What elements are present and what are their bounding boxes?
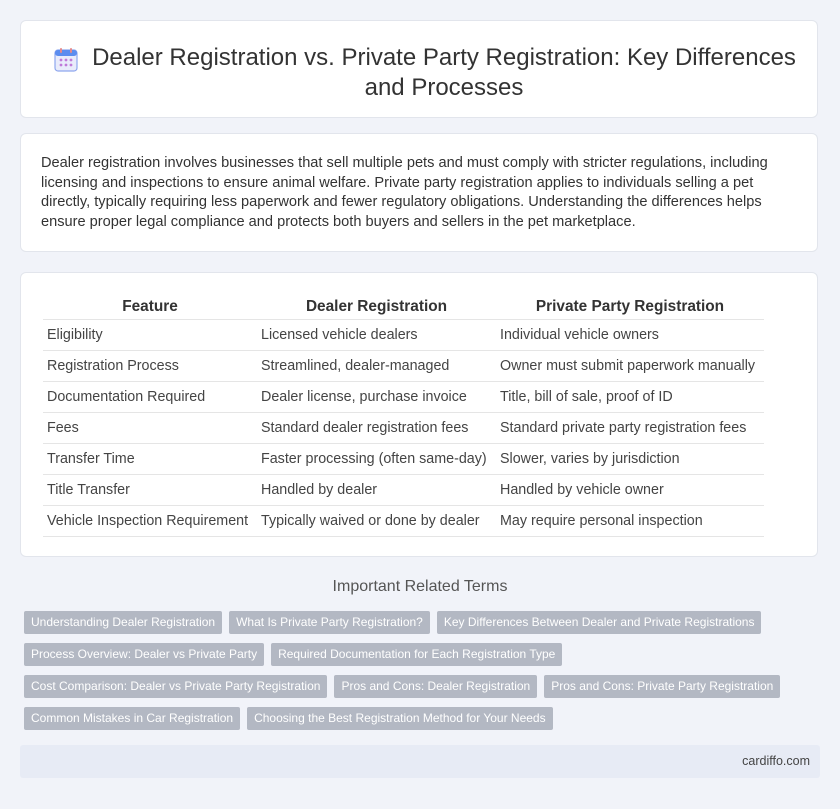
tag-row: [24, 611, 814, 643]
table-cell: May require personal inspection: [496, 506, 764, 537]
related-term-tag[interactable]: Pros and Cons: Dealer Registration: [334, 675, 537, 698]
related-term-tag[interactable]: What Is Private Party Registration?: [229, 611, 430, 634]
comparison-card: [20, 272, 818, 557]
related-term-tag[interactable]: Choosing the Best Registration Method for Your Needs: [247, 707, 553, 730]
table-row: [43, 351, 764, 382]
table-cell: Streamlined, dealer-managed: [257, 351, 496, 382]
table-cell: Individual vehicle owners: [496, 320, 764, 351]
table-cell: Registration Process: [43, 351, 257, 382]
title-card: [20, 20, 818, 118]
table-cell: Standard private party registration fees: [496, 413, 764, 444]
related-term-tag[interactable]: Required Documentation for Each Registration Type: [271, 643, 562, 666]
related-term-tag[interactable]: Process Overview: Dealer vs Private Party: [24, 643, 264, 666]
related-term-tag[interactable]: Pros and Cons: Private Party Registration: [544, 675, 780, 698]
table-cell: Standard dealer registration fees: [257, 413, 496, 444]
related-term-tag[interactable]: Cost Comparison: Dealer vs Private Party Registration: [24, 675, 327, 698]
related-terms-heading: Important Related Terms: [332, 578, 508, 595]
tag-row: [24, 643, 814, 675]
table-row: [43, 475, 764, 506]
table-cell: Fees: [43, 413, 257, 444]
page-title: Dealer Registration vs. Private Party Registration: Key Differences and Processes: [92, 44, 796, 101]
footer: [20, 745, 820, 778]
table-cell: Slower, varies by jurisdiction: [496, 444, 764, 475]
table-cell: Owner must submit paperwork manually: [496, 351, 764, 382]
header-private: Private Party Registration: [496, 295, 764, 320]
header-feature: Feature: [43, 295, 257, 320]
header-dealer: Dealer Registration: [257, 295, 496, 320]
table-cell: Handled by vehicle owner: [496, 475, 764, 506]
calendar-icon: [52, 46, 80, 74]
related-term-tag[interactable]: Understanding Dealer Registration: [24, 611, 222, 634]
table-cell: Vehicle Inspection Requirement: [43, 506, 257, 537]
table-row: [43, 506, 764, 537]
table-cell: Title, bill of sale, proof of ID: [496, 382, 764, 413]
table-row: [43, 382, 764, 413]
intro-paragraph: Dealer registration involves businesses that sell multiple pets and must comply with stricter regulations, including licensing and inspections to ensure animal welfare. Private party registration applies to individuals selling a pet directly, typically requiring less paperwork and fewer regulatory obligations. Understanding the differences helps ensure proper legal compliance and protects both buyers and sellers in the pet marketplace.: [41, 155, 768, 230]
tag-row: [24, 707, 814, 739]
table-cell: Transfer Time: [43, 444, 257, 475]
table-row: [43, 444, 764, 475]
tag-row: [24, 675, 814, 707]
table-cell: Dealer license, purchase invoice: [257, 382, 496, 413]
related-term-tag[interactable]: Common Mistakes in Car Registration: [24, 707, 240, 730]
table-cell: Handled by dealer: [257, 475, 496, 506]
table-row: [43, 413, 764, 444]
comparison-table: [43, 295, 764, 537]
table-row: [43, 320, 764, 351]
related-term-tag[interactable]: Key Differences Between Dealer and Private Registrations: [437, 611, 762, 634]
table-cell: Title Transfer: [43, 475, 257, 506]
table-cell: Documentation Required: [43, 382, 257, 413]
related-terms-list: [24, 611, 814, 739]
table-cell: Licensed vehicle dealers: [257, 320, 496, 351]
table-cell: Typically waived or done by dealer: [257, 506, 496, 537]
site-link[interactable]: cardiffo.com: [742, 754, 810, 768]
table-header-row: [43, 295, 764, 320]
table-cell: Eligibility: [43, 320, 257, 351]
intro-card: [20, 133, 818, 252]
table-cell: Faster processing (often same-day): [257, 444, 496, 475]
